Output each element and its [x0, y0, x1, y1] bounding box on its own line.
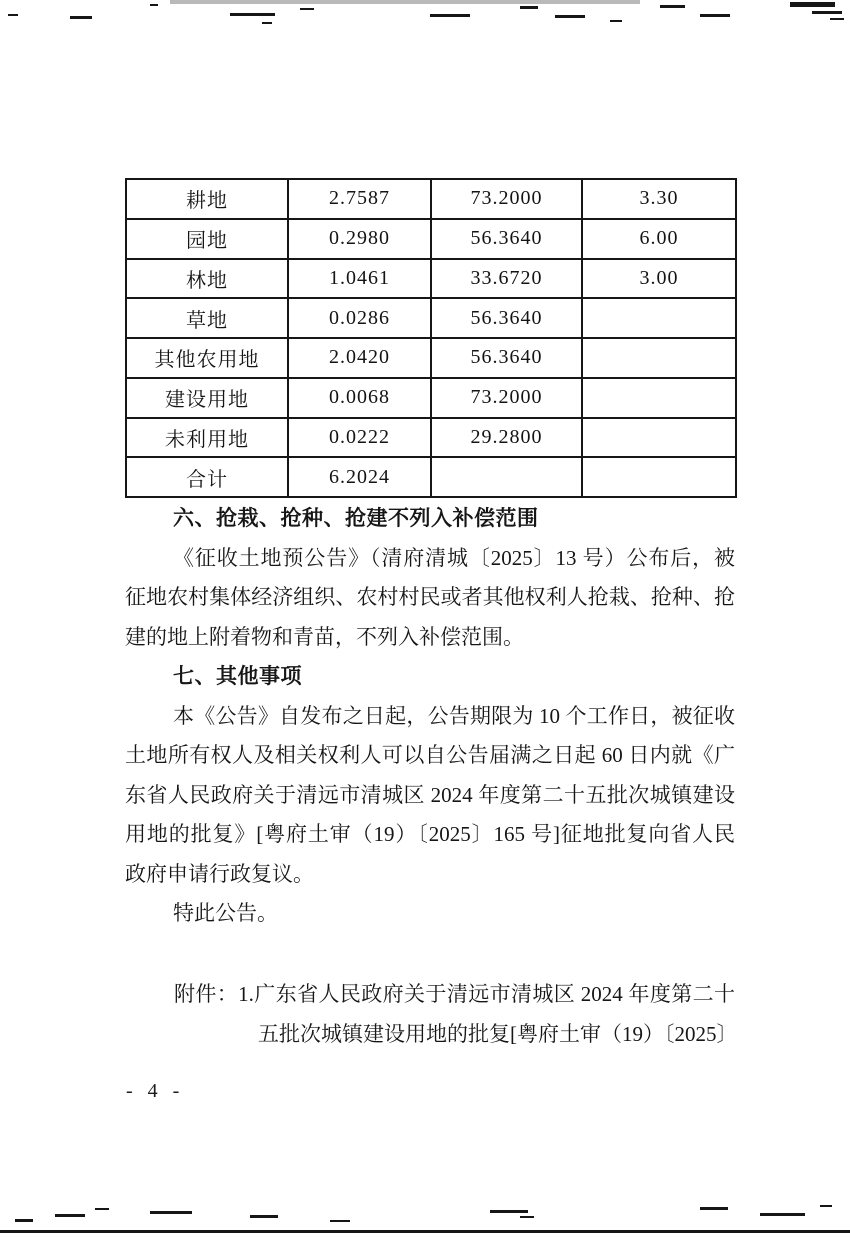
- table-cell: 未利用地: [126, 418, 288, 458]
- table-cell: 草地: [126, 298, 288, 338]
- table-cell: [582, 457, 736, 497]
- table-row: [126, 219, 736, 259]
- section-6-heading: 六、抢栽、抢种、抢建不列入补偿范围: [173, 507, 539, 530]
- table-cell: 0.2980: [288, 219, 431, 259]
- section-7-line: 东省人民政府关于清远市清城区 2024 年度第二十五批次城镇建设: [125, 782, 735, 807]
- table-cell: [431, 457, 582, 497]
- table-cell: 园地: [126, 219, 288, 259]
- attachment-line: 五批次城镇建设用地的批复[粤府土审（19）〔2025〕: [258, 1021, 738, 1046]
- table-cell: [582, 378, 736, 418]
- table-cell: 耕地: [126, 179, 288, 219]
- compensation-table: [125, 178, 737, 498]
- table-cell: 2.7587: [288, 179, 431, 219]
- table-row: [126, 418, 736, 458]
- section-6-line: 征地农村集体经济组织、农村村民或者其他权利人抢栽、抢种、抢: [125, 585, 735, 609]
- body-text: [125, 499, 735, 934]
- table-cell: 56.3640: [431, 338, 582, 378]
- table-cell: 0.0068: [288, 378, 431, 418]
- table-cell: 6.2024: [288, 457, 431, 497]
- table-row: [126, 259, 736, 299]
- table-cell: [582, 418, 736, 458]
- table-row: [126, 298, 736, 338]
- table-cell: [582, 338, 736, 378]
- table-cell: 2.0420: [288, 338, 431, 378]
- table-cell: 6.00: [582, 219, 736, 259]
- table-cell: 林地: [126, 259, 288, 299]
- table-row: [126, 338, 736, 378]
- table-cell: 其他农用地: [126, 338, 288, 378]
- table-cell: 合计: [126, 457, 288, 497]
- table-cell: 29.2800: [431, 418, 582, 458]
- section-7-line: 本《公告》自发布之日起，公告期限为 10 个工作日，被征收: [173, 703, 735, 728]
- table-cell: 0.0222: [288, 418, 431, 458]
- table-cell: 56.3640: [431, 219, 582, 259]
- table-cell: [582, 298, 736, 338]
- page-number: - 4 -: [126, 1080, 185, 1102]
- table-row: [126, 179, 736, 219]
- closing-line: 特此公告。: [173, 901, 278, 925]
- table-row: [126, 378, 736, 418]
- section-6-line: 建的地上附着物和青苗，不列入补偿范围。: [125, 624, 524, 649]
- table-cell: 56.3640: [431, 298, 582, 338]
- table-cell: 73.2000: [431, 378, 582, 418]
- table-cell: 33.6720: [431, 259, 582, 299]
- attachment-block: [174, 975, 738, 1054]
- section-7-line: 政府申请行政复议。: [125, 861, 314, 886]
- table-cell: 1.0461: [288, 259, 431, 299]
- table-row: [126, 457, 736, 497]
- section-6-line: 《征收土地预公告》（清府清城〔2025〕13 号）公布后，被: [173, 545, 735, 570]
- table-cell: 3.00: [582, 259, 736, 299]
- section-7-line: 土地所有权人及相关权利人可以自公告届满之日起 60 日内就《广: [125, 743, 735, 767]
- table-cell: 建设用地: [126, 378, 288, 418]
- section-7-heading: 七、其他事项: [173, 665, 302, 688]
- table-cell: 0.0286: [288, 298, 431, 338]
- section-7-line: 用地的批复》[粤府土审（19）〔2025〕165 号]征地批复向省人民: [125, 822, 735, 846]
- table-cell: 73.2000: [431, 179, 582, 219]
- table-cell: 3.30: [582, 179, 736, 219]
- attachment-line: 附件：1.广东省人民政府关于清远市清城区 2024 年度第二十: [174, 982, 735, 1006]
